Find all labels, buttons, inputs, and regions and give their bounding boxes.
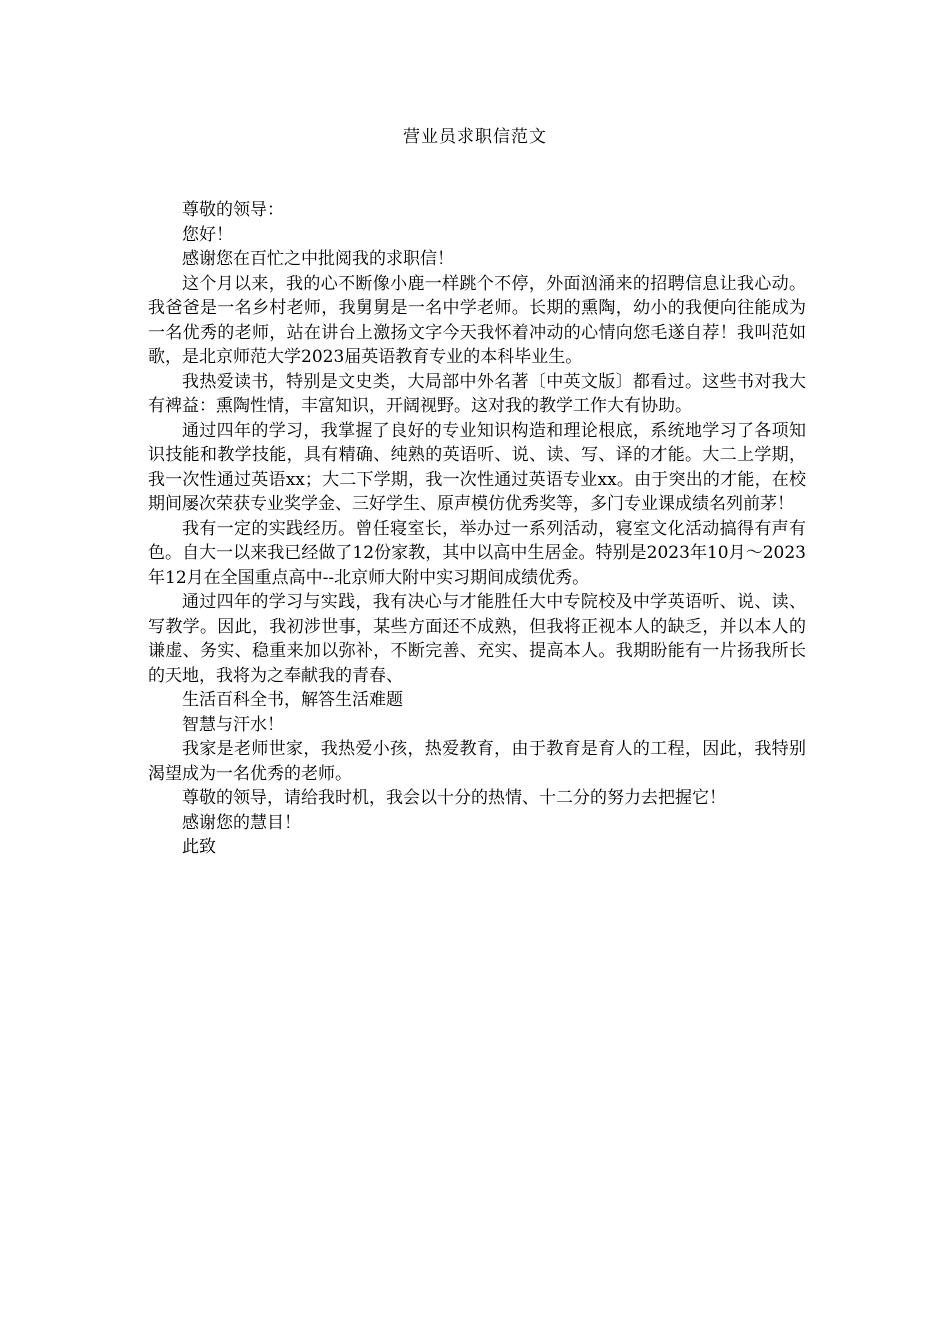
paragraph-greeting: 您好！ [182,224,233,245]
paragraph-study: 通过四年的学习，我掌握了良好的专业知识构造和理论根底，系统地学习了各项知识技能和教学技能，具有精确、纯熟的英语听、说、读、写、译的才能。大二上学期，我一次性通过英语xx；大二下学期，我一次性通过英语专业xx。由于突出的才能，在校期间屡次荣获专业奖学金、三好学生、原声模仿优秀奖等，多门专业课成绩名列前茅！ [148,420,806,514]
paragraph-closing: 此致 [182,837,216,857]
document-body [148,198,806,860]
document-title: 营业员求职信范文 [403,127,547,147]
paragraph-reading: 我热爱读书，特别是文史类，大局部中外名著〔中英文版〕都看过。这些书对我大有裨益：熏陶性情，丰富知识，开阔视野。这对我的教学工作大有协助。 [148,371,806,416]
paragraph-salutation: 尊敬的领导： [182,200,284,220]
paragraph-gratitude: 感谢您的慧目！ [182,812,301,833]
paragraph-ability: 通过四年的学习与实践，我有决心与才能胜任大中专院校及中学英语听、说、读、写教学。因此，我初涉世事，某些方面还不成熟，但我将正视本人的缺乏，并以本人的谦虚、务实、稳重来加以弥补，不断完善、充实、提高本人。我期盼能有一片扬我所长的天地，我将为之奉献我的青春、 [148,592,806,686]
paragraph-introduction: 这个月以来，我的心不断像小鹿一样跳个不停，外面汹涌来的招聘信息让我心动。我爸爸是一名乡村老师，我舅舅是一名中学老师。长期的熏陶，幼小的我便向往能成为一名优秀的老师，站在讲台上激扬文字今天我怀着冲动的心情向您毛遂自荐！我叫范如歌，是北京师范大学2023届英语教育专业的本科毕业生。 [148,273,806,367]
paragraph-request: 尊敬的领导，请给我时机，我会以十分的热情、十二分的努力去把握它！ [182,788,726,808]
paragraph-thanks: 感谢您在百忙之中批阅我的求职信！ [182,249,454,269]
paragraph-family: 我家是老师世家，我热爱小孩，热爱教育，由于教育是育人的工程，因此，我特别渴望成为一名优秀的老师。 [148,739,806,784]
paragraph-wisdom: 智慧与汗水！ [182,714,284,735]
paragraph-life: 生活百科全书，解答生活难题 [182,690,403,710]
paragraph-experience: 我有一定的实践经历。曾任寝室长，举办过一系列活动，寝室文化活动搞得有声有色。自大一以来我已经做了12份家教，其中以高中生居金。特别是2023年10月～2023年12月在全国重点高中--北京师大附中实习期间成绩优秀。 [148,518,806,588]
